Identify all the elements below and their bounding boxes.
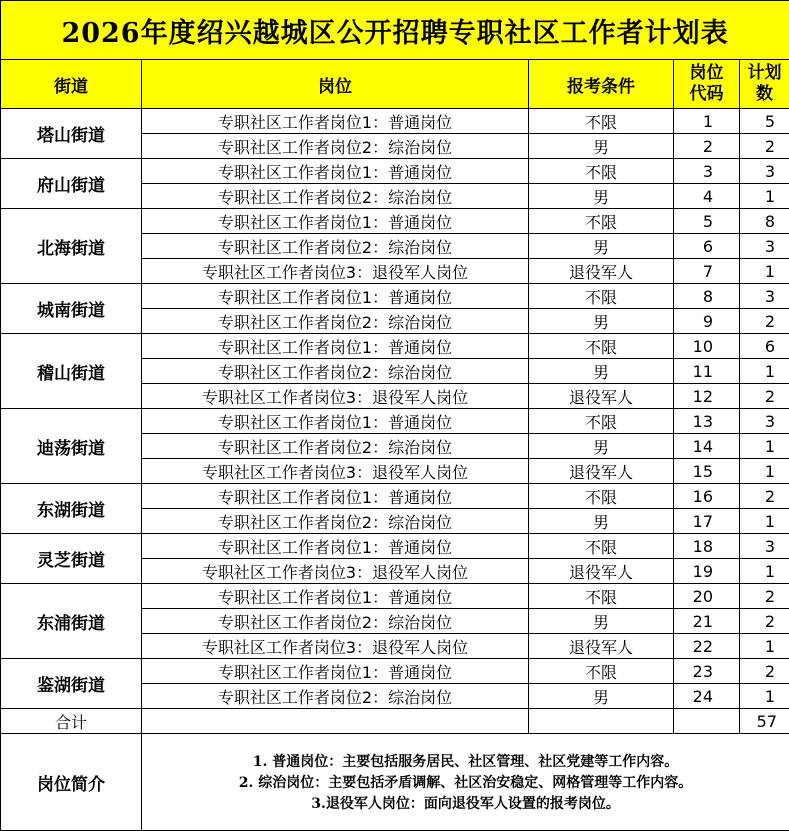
condition-cell: 男 [529, 184, 674, 209]
code-cell: 24 [674, 684, 740, 709]
condition-cell: 退役军人 [529, 459, 674, 484]
plan-cell: 8 [740, 209, 789, 234]
street-cell: 北海街道 [1, 209, 142, 284]
plan-cell: 2 [740, 659, 789, 684]
plan-cell: 2 [740, 309, 789, 334]
table-row [1, 484, 789, 509]
total-row [1, 709, 789, 734]
table-row [1, 659, 789, 684]
total-empty-code [674, 709, 740, 734]
header-condition: 报考条件 [529, 60, 674, 109]
plan-cell: 3 [740, 159, 789, 184]
header-row [1, 60, 789, 109]
table-row [1, 159, 789, 184]
header-plan-line1: 计划 [748, 63, 782, 83]
street-cell: 府山街道 [1, 159, 142, 209]
plan-cell: 2 [740, 584, 789, 609]
condition-cell: 男 [529, 434, 674, 459]
code-cell: 20 [674, 584, 740, 609]
table-row [1, 209, 789, 234]
code-cell: 16 [674, 484, 740, 509]
plan-cell: 1 [740, 434, 789, 459]
position-cell: 专职社区工作者岗位3：退役军人岗位 [142, 384, 529, 409]
code-cell: 21 [674, 609, 740, 634]
code-cell: 23 [674, 659, 740, 684]
plan-cell: 1 [740, 459, 789, 484]
street-cell: 城南街道 [1, 284, 142, 334]
header-plan-line2: 数 [756, 84, 773, 104]
position-cell: 专职社区工作者岗位1：普通岗位 [142, 584, 529, 609]
condition-cell: 不限 [529, 409, 674, 434]
street-cell: 东湖街道 [1, 484, 142, 534]
street-cell: 东浦街道 [1, 584, 142, 659]
code-cell: 7 [674, 259, 740, 284]
plan-cell: 3 [740, 234, 789, 259]
code-cell: 4 [674, 184, 740, 209]
header-plan [740, 60, 789, 109]
street-cell: 灵芝街道 [1, 534, 142, 584]
condition-cell: 不限 [529, 284, 674, 309]
intro-note-1: 1. 普通岗位：主要包括服务居民、社区管理、社区党建等工作内容。 [142, 752, 789, 773]
condition-cell: 不限 [529, 109, 674, 134]
code-cell: 6 [674, 234, 740, 259]
header-code-line1: 岗位 [690, 63, 724, 83]
position-cell: 专职社区工作者岗位1：普通岗位 [142, 409, 529, 434]
code-cell: 8 [674, 284, 740, 309]
street-cell: 迪荡街道 [1, 409, 142, 484]
position-cell: 专职社区工作者岗位2：综治岗位 [142, 134, 529, 159]
code-cell: 11 [674, 359, 740, 384]
code-cell: 17 [674, 509, 740, 534]
plan-cell: 1 [740, 259, 789, 284]
position-cell: 专职社区工作者岗位3：退役军人岗位 [142, 559, 529, 584]
code-cell: 22 [674, 634, 740, 659]
plan-cell: 1 [740, 509, 789, 534]
code-cell: 18 [674, 534, 740, 559]
intro-note-2: 2. 综治岗位：主要包括矛盾调解、社区治安稳定、网格管理等工作内容。 [142, 773, 789, 794]
condition-cell: 不限 [529, 659, 674, 684]
table-row [1, 334, 789, 359]
plan-cell: 1 [740, 359, 789, 384]
header-position: 岗位 [142, 60, 529, 109]
plan-cell: 1 [740, 559, 789, 584]
condition-cell: 不限 [529, 209, 674, 234]
position-cell: 专职社区工作者岗位2：综治岗位 [142, 434, 529, 459]
code-cell: 9 [674, 309, 740, 334]
condition-cell: 退役军人 [529, 559, 674, 584]
table-row [1, 584, 789, 609]
plan-cell: 3 [740, 284, 789, 309]
position-cell: 专职社区工作者岗位1：普通岗位 [142, 159, 529, 184]
street-cell: 塔山街道 [1, 109, 142, 159]
plan-cell: 6 [740, 334, 789, 359]
code-cell: 5 [674, 209, 740, 234]
intro-note-3: 3.退役军人岗位：面向退役军人设置的报考岗位。 [142, 794, 789, 815]
position-cell: 专职社区工作者岗位1：普通岗位 [142, 284, 529, 309]
position-cell: 专职社区工作者岗位1：普通岗位 [142, 109, 529, 134]
table-row [1, 409, 789, 434]
street-cell: 鉴湖街道 [1, 659, 142, 709]
plan-cell: 1 [740, 634, 789, 659]
plan-cell: 2 [740, 484, 789, 509]
header-code [674, 60, 740, 109]
position-cell: 专职社区工作者岗位2：综治岗位 [142, 684, 529, 709]
position-cell: 专职社区工作者岗位3：退役军人岗位 [142, 634, 529, 659]
plan-cell: 2 [740, 384, 789, 409]
condition-cell: 不限 [529, 159, 674, 184]
table-title: 2026年度绍兴越城区公开招聘专职社区工作者计划表 [1, 1, 789, 60]
position-cell: 专职社区工作者岗位3：退役军人岗位 [142, 459, 529, 484]
total-label: 合计 [1, 709, 142, 734]
position-cell: 专职社区工作者岗位2：综治岗位 [142, 359, 529, 384]
condition-cell: 男 [529, 684, 674, 709]
condition-cell: 退役军人 [529, 384, 674, 409]
condition-cell: 男 [529, 359, 674, 384]
total-empty-condition [529, 709, 674, 734]
condition-cell: 男 [529, 309, 674, 334]
intro-notes [142, 734, 789, 831]
code-cell: 14 [674, 434, 740, 459]
code-cell: 10 [674, 334, 740, 359]
condition-cell: 退役军人 [529, 634, 674, 659]
table-row [1, 109, 789, 134]
position-cell: 专职社区工作者岗位2：综治岗位 [142, 234, 529, 259]
condition-cell: 不限 [529, 334, 674, 359]
plan-cell: 5 [740, 109, 789, 134]
plan-cell: 3 [740, 534, 789, 559]
position-cell: 专职社区工作者岗位1：普通岗位 [142, 209, 529, 234]
condition-cell: 男 [529, 234, 674, 259]
header-street: 街道 [1, 60, 142, 109]
position-cell: 专职社区工作者岗位2：综治岗位 [142, 509, 529, 534]
position-cell: 专职社区工作者岗位1：普通岗位 [142, 659, 529, 684]
total-plan: 57 [740, 709, 789, 734]
plan-cell: 1 [740, 184, 789, 209]
condition-cell: 不限 [529, 484, 674, 509]
position-cell: 专职社区工作者岗位1：普通岗位 [142, 484, 529, 509]
condition-cell: 男 [529, 609, 674, 634]
plan-cell: 3 [740, 409, 789, 434]
position-cell: 专职社区工作者岗位1：普通岗位 [142, 334, 529, 359]
code-cell: 13 [674, 409, 740, 434]
table-row [1, 534, 789, 559]
intro-row [1, 734, 789, 831]
total-empty-position [142, 709, 529, 734]
code-cell: 12 [674, 384, 740, 409]
condition-cell: 男 [529, 134, 674, 159]
condition-cell: 不限 [529, 584, 674, 609]
position-cell: 专职社区工作者岗位2：综治岗位 [142, 309, 529, 334]
code-cell: 2 [674, 134, 740, 159]
code-cell: 15 [674, 459, 740, 484]
condition-cell: 退役军人 [529, 259, 674, 284]
plan-cell: 2 [740, 609, 789, 634]
intro-label: 岗位简介 [1, 734, 142, 831]
position-cell: 专职社区工作者岗位1：普通岗位 [142, 534, 529, 559]
street-cell: 稽山街道 [1, 334, 142, 409]
code-cell: 3 [674, 159, 740, 184]
header-code-line2: 代码 [690, 84, 724, 104]
condition-cell: 男 [529, 509, 674, 534]
plan-cell: 1 [740, 684, 789, 709]
code-cell: 1 [674, 109, 740, 134]
position-cell: 专职社区工作者岗位2：综治岗位 [142, 609, 529, 634]
position-cell: 专职社区工作者岗位2：综治岗位 [142, 184, 529, 209]
condition-cell: 不限 [529, 534, 674, 559]
table-row [1, 284, 789, 309]
code-cell: 19 [674, 559, 740, 584]
plan-cell: 2 [740, 134, 789, 159]
position-cell: 专职社区工作者岗位3：退役军人岗位 [142, 259, 529, 284]
